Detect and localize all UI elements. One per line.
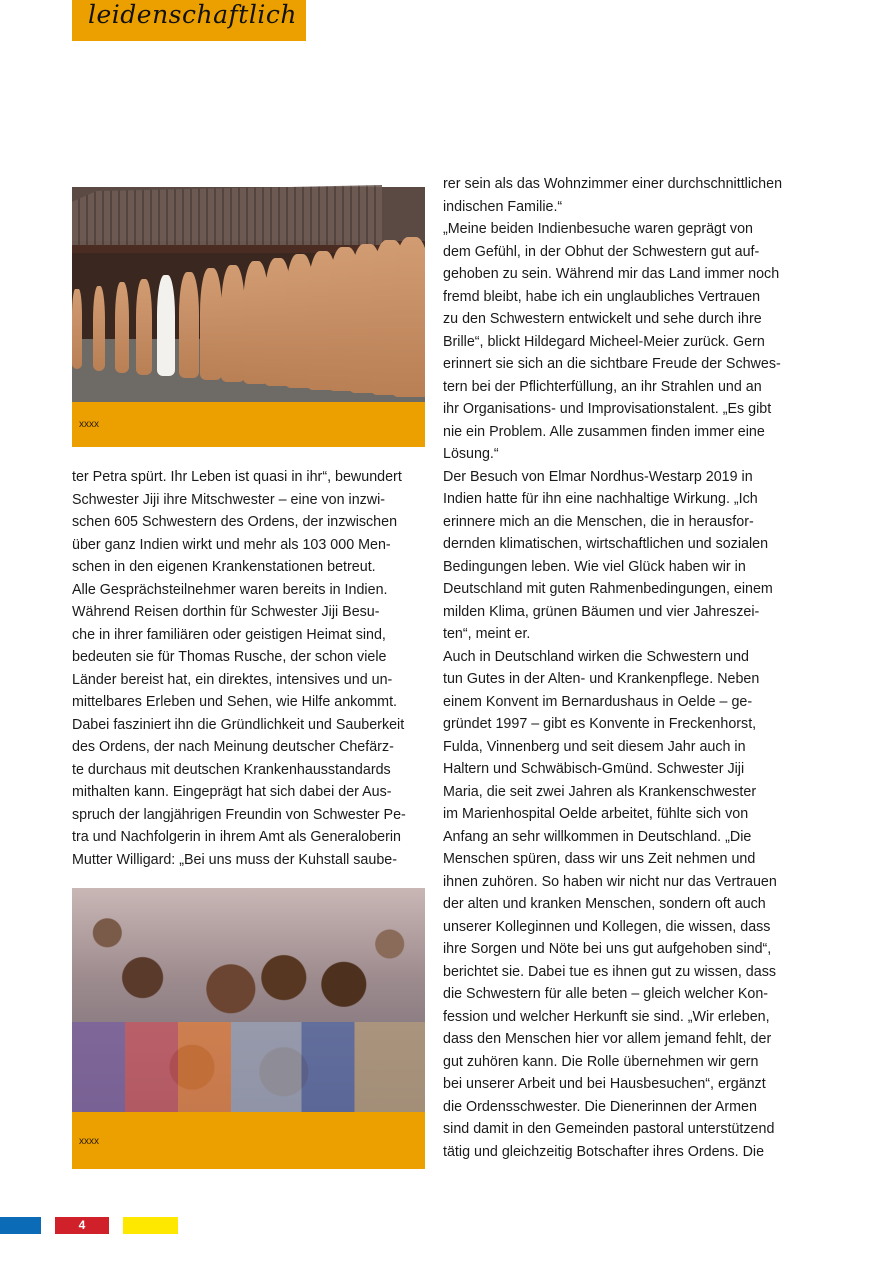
photo-figure [136, 279, 152, 375]
text-line: Alle Gesprächsteilnehmer waren bereits in Indien. [72, 581, 388, 598]
text-line: über ganz Indien wirkt und mehr als 103 000 Men- [72, 536, 391, 553]
text-line: gut zuhören kann. Die Rolle übernehmen wir gern [443, 1053, 759, 1070]
section-tag [72, 0, 306, 41]
text-line: Länder bereist hat, ein direktes, intensives und un- [72, 671, 393, 688]
text-line: bei unserer Arbeit und bei Hausbesuchen“, ergänzt [443, 1076, 766, 1092]
text-line: milden Klima, grünen Bäumen und vier Jahreszei- [443, 603, 760, 620]
photo-roof [72, 185, 382, 245]
text-line: tern bei der Pflichterfüllung, an ihr Strahlen und an [443, 378, 762, 395]
text-line: bedeuten sie für Thomas Rusche, der schon viele [72, 649, 387, 665]
text-line: die Ordensschwester. Die Dienerinnen der Armen [443, 1098, 757, 1115]
photo-detail [72, 1022, 425, 1112]
text-line: gehoben zu sein. Während mir das Land immer noch [443, 266, 780, 282]
body-column-right [443, 173, 803, 1163]
children-figure [72, 888, 425, 1169]
photo-caption-bar [72, 1112, 425, 1169]
text-line: Haltern und Schwäbisch-Gmünd. Schwester Jiji [443, 761, 745, 777]
text-line: fremd bleibt, habe ich ein unglaubliches Vertrauen [443, 288, 761, 305]
photo-figure [157, 275, 175, 376]
text-line: Brille“, blickt Hildegard Micheel-Meier zurück. Gern [443, 333, 765, 350]
text-line: dem Gefühl, in der Obhut der Schwestern gut auf- [443, 243, 760, 260]
text-line: tun Gutes in der Alten- und Krankenpflege. Neben [443, 671, 760, 687]
text-line: Während Reisen dorthin für Schwester Jiji Besu- [72, 604, 380, 620]
text-line: Anfang an sehr willkommen in Deutschland. „Die [443, 828, 752, 845]
page-number: 4 [55, 1217, 109, 1234]
photo-figure [115, 282, 129, 373]
text-line: einem Konvent im Bernardushaus in Oelde – ge- [443, 693, 753, 710]
photo-figure [392, 237, 425, 397]
section-tag-label: leidenschaftlich [88, 0, 297, 29]
text-line: spruch der langjährigen Freundin von Schwester Pe- [72, 806, 406, 823]
text-line: dernden klimatischen, wirtschaftlichen und sozialen [443, 536, 769, 552]
text-line: mittelbares Erleben und Sehen, wie Hilfe ankommt. [72, 694, 398, 710]
text-line: gründet 1997 – gibt es Konvente in Freckenhorst, [443, 716, 757, 732]
text-line: „Meine beiden Indienbesuche waren geprägt von [443, 221, 753, 237]
nuns-figure [72, 179, 425, 447]
text-line: Lösung.“ [443, 446, 499, 462]
nuns-photo [72, 179, 425, 402]
text-line: schen 605 Schwestern des Ordens, der inzwischen [72, 514, 398, 530]
photo-figure [72, 289, 82, 369]
text-line: im Marienhospital Oelde arbeitet, fühlte sich von [443, 806, 749, 822]
text-line: tätig und gleichzeitig Botschafter ihres Ordens. Die [443, 1143, 765, 1160]
text-line: Indien hatte für ihn eine nachhaltige Wirkung. „Ich [443, 491, 758, 507]
text-line: te durchaus mit deutschen Krankenhausstandards [72, 761, 391, 778]
body-column-left [72, 466, 432, 871]
text-line: unserer Kolleginnen und Kollegen, die wissen, dass [443, 918, 771, 935]
text-line: Der Besuch von Elmar Nordhus-Westarp 2019 in [443, 468, 753, 485]
text-line: Dabei fasziniert ihn die Gründlichkeit und Sauberkeit [72, 716, 405, 733]
photo-figure [93, 286, 105, 371]
photo-caption: xxxx [79, 1136, 99, 1147]
text-line: indischen Familie.“ [443, 198, 563, 215]
text-line: erinnert sie sich an die sichtbare Freude der Schwes- [443, 356, 781, 372]
text-line: ter Petra spürt. Ihr Leben ist quasi in ihr“, bewundert [72, 469, 402, 485]
text-line: Auch in Deutschland wirken die Schwestern und [443, 648, 749, 665]
photo-figure [200, 268, 222, 380]
footer-bar-yellow [123, 1217, 178, 1234]
text-line: Maria, die seit zwei Jahren als Krankenschwester [443, 783, 757, 800]
text-line: rer sein als das Wohnzimmer einer durchschnittlichen [443, 176, 783, 192]
text-line: dass den Menschen hier vor allem jemand fehlt, der [443, 1031, 772, 1047]
text-line: che in ihrer familiären oder geistigen Heimat sind, [72, 626, 386, 643]
children-photo [72, 888, 425, 1112]
text-line: Menschen spüren, dass wir uns Zeit nehmen und [443, 851, 756, 867]
text-line: ihre Sorgen und Nöte bei uns gut aufgehoben sind“, [443, 941, 772, 957]
text-line: Bedingungen leben. Wie viel Glück haben wir in [443, 558, 746, 575]
text-line: tra und Nachfolgerin in ihrem Amt als Generaloberin [72, 829, 401, 845]
text-line: des Ordens, der nach Meinung deutscher Chefärz- [72, 739, 394, 755]
text-line: ihr Organisations- und Improvisationstalent. „Es gibt [443, 401, 772, 417]
text-line: erinnere mich an die Menschen, die in herausfor- [443, 513, 754, 530]
text-line: mithalten kann. Eingeprägt hat sich dabei der Aus- [72, 784, 392, 800]
text-line: ten“, meint er. [443, 626, 531, 642]
text-line: sind damit in den Gemeinden pastoral unterstützend [443, 1121, 775, 1137]
text-line: nie ein Problem. Alle zusammen finden immer eine [443, 423, 765, 440]
photo-figure [179, 272, 199, 379]
photo-caption-bar [72, 402, 425, 447]
text-line: Schwester Jiji ihre Mitschwester – eine von inzwi- [72, 491, 386, 508]
text-line: ihnen zuhören. So haben wir nicht nur das Vertrauen [443, 873, 777, 890]
text-line: Mutter Willigard: „Bei uns muss der Kuhstall saube- [72, 851, 397, 868]
text-line: berichtet sie. Dabei tue es ihnen gut zu wissen, dass [443, 963, 776, 980]
text-line: fession und welcher Herkunft sie sind. „Wir erleben, [443, 1008, 770, 1025]
footer-bar-blue [0, 1217, 41, 1234]
text-line: Fulda, Vinnenberg und seit diesem Jahr auch in [443, 738, 746, 755]
text-line: der alten und kranken Menschen, sondern oft auch [443, 896, 766, 912]
text-line: zu den Schwestern entwickelt und sehe durch ihre [443, 311, 762, 327]
photo-caption: xxxx [79, 419, 99, 430]
text-line: Deutschland mit guten Rahmenbedingungen, einem [443, 581, 773, 597]
text-line: schen in den eigenen Krankenstationen betreut. [72, 559, 376, 575]
text-line: die Schwestern für alle beten – gleich welcher Kon- [443, 986, 769, 1002]
photo-group [72, 239, 425, 399]
photo-figure [221, 265, 245, 382]
